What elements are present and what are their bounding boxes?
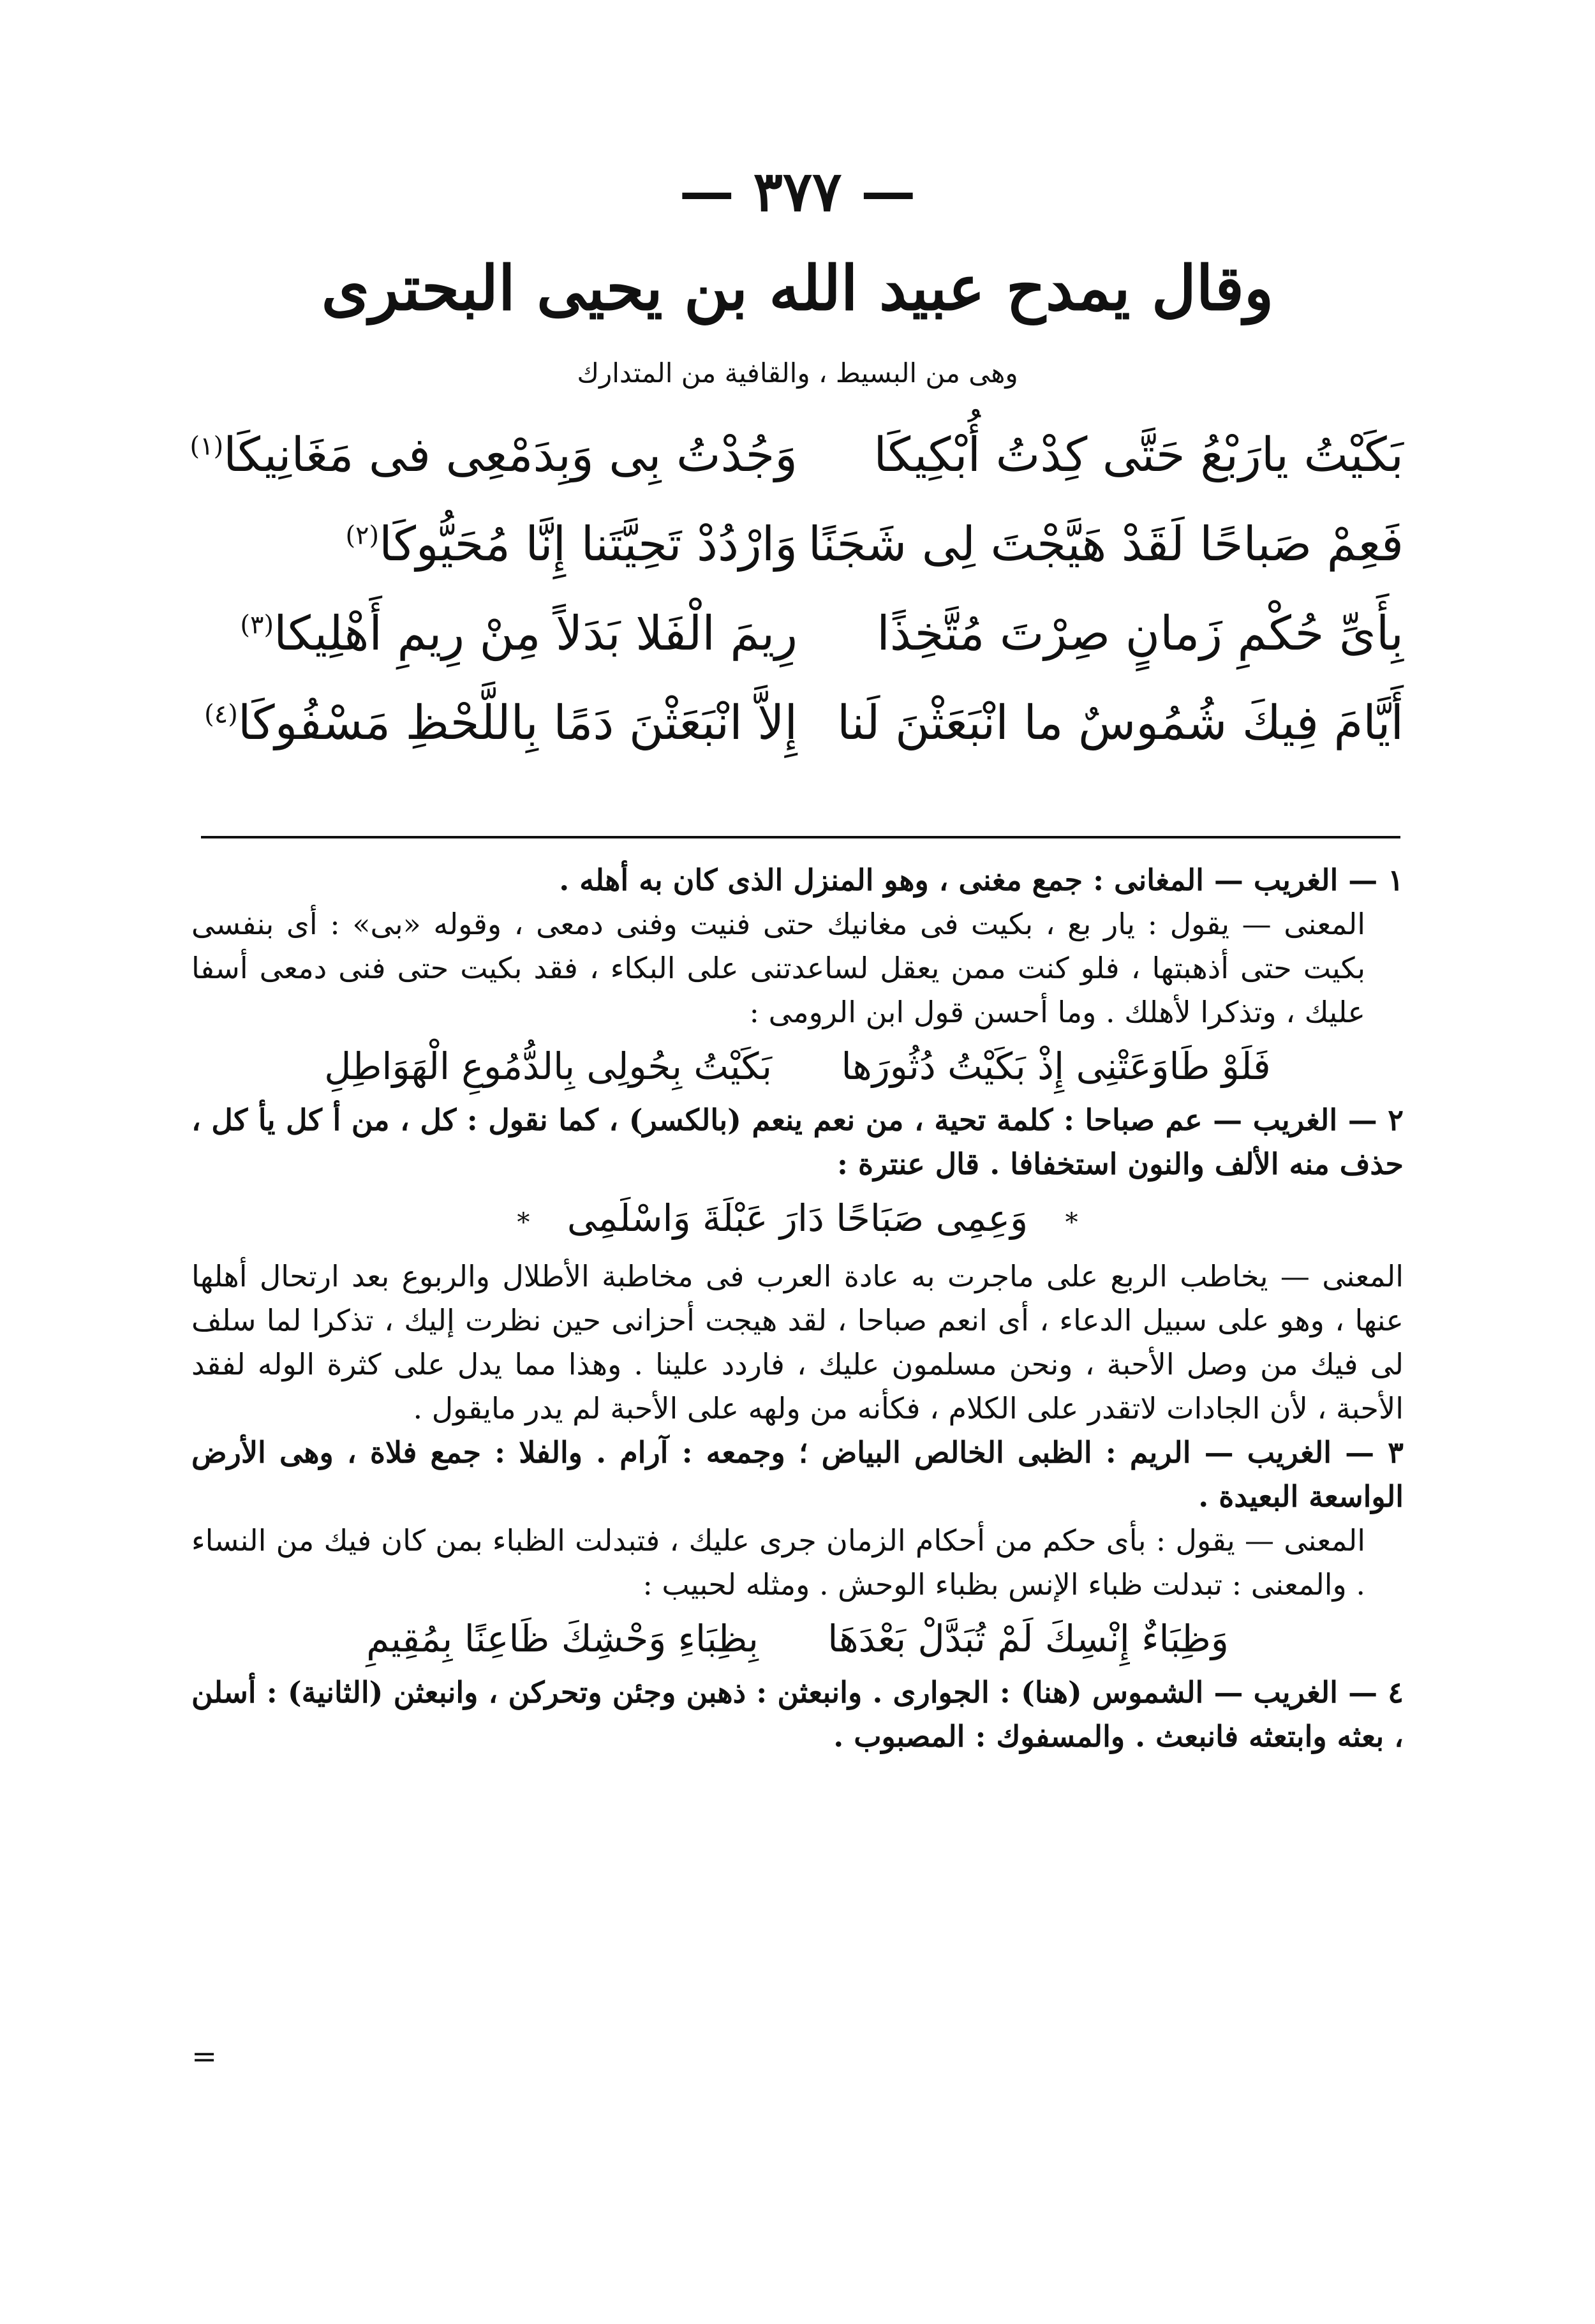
verse-second-hemistich xyxy=(191,517,798,572)
page-end-mark: = xyxy=(191,2039,218,2074)
note-2-meaning: المعنى — يخاطب الربع على ماجرت به عادة العرب فى مخاطبة الأطلال والربوع بعد ارتحال أهلها عنها ، وهو على سبيل الدعاء ، أى انعم صباحا ، لقد هيجت أحزانى حين نظرت إليك ، تذكرا لما سلف لى فيك من وصل الأحبة ، ونحن مسلمون عليك ، فاردد علينا . وهذا مما يدل على كثرة الوله لفقد الأحبة ، لأن الجادات لاتقدر على الكلام ، فكأنه من ولهه على الأحبة لم يدر مايقول . xyxy=(191,1259,1404,1426)
note-3-gharib: ٣ — الغريب — الريم : الظبى الخالص البياض ؛ وجمعه : آرام . والفلا : جمع فلاة ، وهى الأرض الواسعة البعيدة . xyxy=(191,1435,1404,1514)
hemistich-text: إِلاَّ انْبَعَثْنَ دَمًا بِاللَّحْظِ مَسْفُوكَا xyxy=(237,696,798,750)
note-1-gharib: ١ — الغريب — المغانى : جمع مغنى ، وهو المنزل الذى كان به أهله . xyxy=(559,863,1404,897)
page-number: — ٣٧٧ — xyxy=(679,160,916,224)
footnote-marker: (٢) xyxy=(345,521,380,551)
verse xyxy=(191,415,1404,504)
poem-meter-note: وهى من البسيط ، والقافية من المتدارك xyxy=(577,357,1018,389)
verse-second-hemistich xyxy=(191,428,798,482)
star-ornament: * xyxy=(517,1208,530,1237)
hemistich-text: وَارْدُدْ تَحِيَّتَنا إِنَّا مُحَيُّوكَا xyxy=(379,517,798,572)
verse-first-hemistich: بِأَىِّ حُكْمِ زَمانٍ صِرْتَ مُتَّخِذًا xyxy=(877,606,1404,661)
verse-first-hemistich: أَيَّامَ فِيكَ شُمُوسٌ ما انْبَعَثْنَ لَنا xyxy=(837,696,1404,750)
quoted-verse-antara xyxy=(191,1186,1404,1255)
star-ornament: * xyxy=(1065,1208,1078,1237)
note-2-gharib: ٢ — الغريب — عم صباحا : كلمة تحية ، من نعم ينعم (بالكسر) ، كما نقول : كل ، من أ كل يأ كل ، حذف منه الألف والنون استخفافا . قال عنترة : xyxy=(191,1103,1404,1181)
quote-right-hemistich: فَلَوْ طَاوَعَتْنِى إِذْ بَكَيْتُ دُثُورَها xyxy=(841,1045,1271,1088)
verse xyxy=(191,593,1404,683)
verse-first-hemistich: بَكَيْتُ يارَبْعُ حَتَّى كِدْتُ أُبْكِيكَا xyxy=(873,428,1404,482)
quote-left-hemistich: بَكَيْتُ بِحُولِى بِالدُّمُوعِ الْهَوَاطِلِ xyxy=(324,1045,773,1088)
footnotes xyxy=(191,858,1404,1759)
hemistich-text: وَجُدْتُ بِى وَبِدَمْعِى فى مَغَانِيكَا xyxy=(223,428,798,482)
quote-left-hemistich: بِظِبَاءِ وَحْشِكَ ظَاعِنًا بِمُقِيمِ xyxy=(366,1617,759,1660)
poem-title: وقال يمدح عبيد الله بن يحيى البحترى xyxy=(321,252,1274,324)
footnote-marker: (٤) xyxy=(204,699,238,729)
verse xyxy=(191,683,1404,772)
verse-first-hemistich: فَعِمْ صَباحًا لَقَدْ هَيَّجْتَ لِى شَجَنًا xyxy=(808,517,1404,572)
hemistich-text: رِيمَ الْفَلا بَدَلاً مِنْ رِيمِ أَهْلِيكا xyxy=(274,606,798,661)
note-1-meaning: المعنى — يقول : يار بع ، بكيت فى مغانيك حتى فنيت وفنى دمعى ، وقوله «بى» : أى بنفسى بكيت حتى أذهبتها ، فلو كنت ممن يعقل لساعدتنى على البكاء ، فقد بكيت حتى فنى دمعى أسفا عليك ، وتذكرا لأهلك . وما أحسن قول ابن الرومى : xyxy=(191,907,1365,1029)
footnote-marker: (٣) xyxy=(240,610,274,640)
poem-verses xyxy=(191,415,1404,772)
verse-second-hemistich xyxy=(191,696,798,750)
note-4-gharib: ٤ — الغريب — الشموس (هنا) : الجوارى . وانبعثن : ذهبن وجئن وتحركن ، وانبعثن (الثانية) : أسلن ، بعثه وابتعثه فانبعث . والمسفوك : المصبوب . xyxy=(191,1675,1404,1754)
footnote-divider xyxy=(201,836,1400,838)
footnote-marker: (١) xyxy=(189,431,224,461)
quoted-verse-ibn-rumi xyxy=(191,1034,1404,1098)
quoted-verse-habib xyxy=(191,1607,1404,1671)
quote-right-hemistich: وَظِبَاءٌ إِنْسِكَ لَمْ تُبَدَّلْ بَعْدَهَا xyxy=(827,1617,1229,1660)
verse-second-hemistich xyxy=(191,606,798,661)
verse xyxy=(191,504,1404,593)
note-3-meaning: المعنى — يقول : بأى حكم من أحكام الزمان جرى عليك ، فتبدلت الظباء بمن كان فيك من النساء . والمعنى : تبدلت ظباء الإنس بظباء الوحش . ومثله لحبيب : xyxy=(191,1523,1365,1602)
quote-hemistich: وَعِمِى صَبَاحًا دَارَ عَبْلَةَ وَاسْلَمِى xyxy=(567,1196,1028,1240)
